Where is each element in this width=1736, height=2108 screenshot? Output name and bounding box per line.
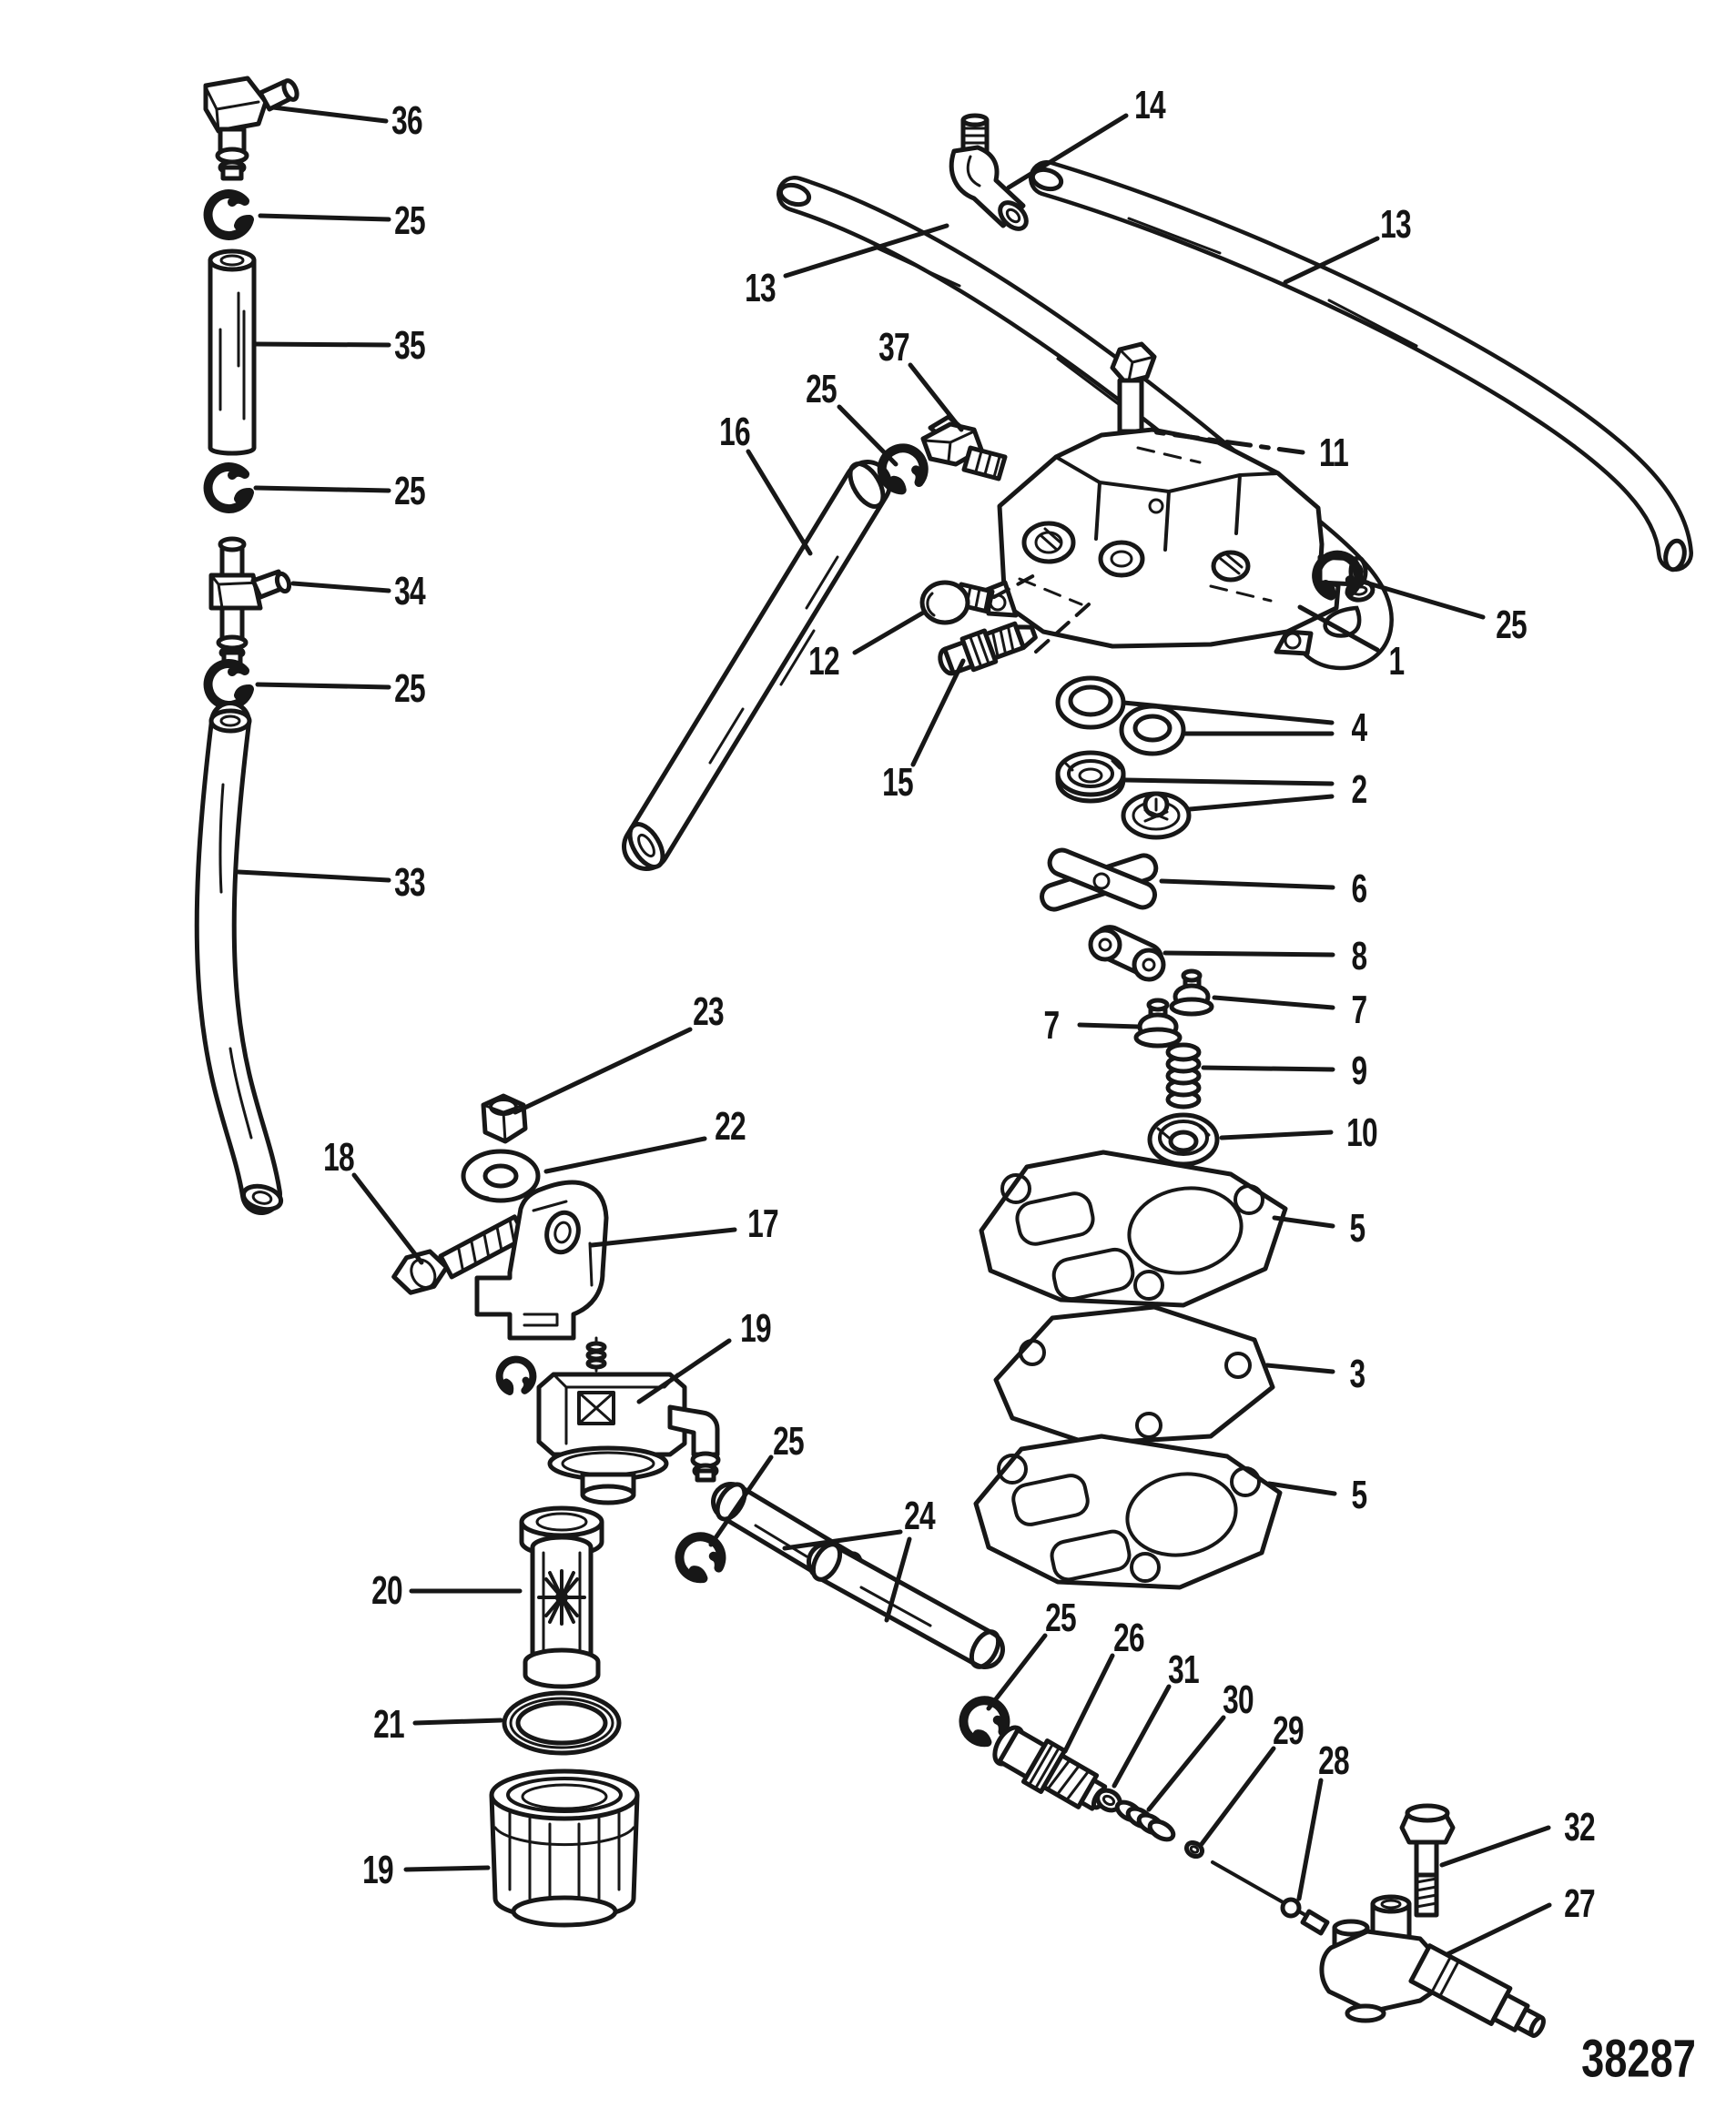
leader-line-33-6 — [239, 872, 389, 880]
leader-line-8-21 — [1165, 953, 1333, 955]
leader-line-3-27 — [1267, 1365, 1333, 1372]
hose-clamp-25f — [674, 1531, 727, 1584]
link-lever-8 — [1089, 922, 1166, 980]
diaphragm-3 — [996, 1307, 1273, 1444]
leader-line-16-12 — [748, 451, 810, 553]
callout-25-5: 25 — [394, 666, 425, 711]
leader-line-10-25 — [1222, 1132, 1331, 1138]
leader-line-19-37 — [406, 1868, 488, 1870]
callout-34-4: 34 — [394, 569, 425, 613]
o-ring-21 — [504, 1693, 619, 1753]
spring-9 — [1168, 1045, 1199, 1107]
spring-30 — [1114, 1799, 1176, 1843]
leader-line-32-45 — [1442, 1828, 1548, 1865]
drawing-number: 38287 — [1581, 2029, 1696, 2089]
callout-29-43: 29 — [1273, 1708, 1304, 1753]
leader-line-15-15 — [913, 661, 963, 765]
callout-28-44: 28 — [1318, 1738, 1349, 1783]
leader-line-37-10 — [910, 365, 961, 430]
gasket-5-lower — [976, 1436, 1280, 1587]
leader-line-26-40 — [1065, 1656, 1112, 1751]
callout-12-14: 12 — [808, 639, 839, 684]
fitting-37 — [923, 417, 1005, 479]
bracket-17 — [477, 1182, 606, 1338]
callout-13-9: 13 — [1380, 202, 1411, 247]
needle-pin-28 — [1213, 1862, 1327, 1933]
leader-line-7-22 — [1214, 998, 1333, 1008]
tee-fitting-34 — [211, 539, 291, 664]
elbow-fitting-36 — [206, 78, 299, 178]
callout-27-46: 27 — [1564, 1881, 1595, 1926]
leader-line-28-44 — [1299, 1780, 1321, 1899]
filter-element-20 — [522, 1508, 602, 1687]
callout-23-29: 23 — [693, 989, 724, 1034]
leader-line-6-20 — [1162, 881, 1333, 887]
callout-2-19: 2 — [1351, 767, 1367, 812]
callout-26-40: 26 — [1113, 1616, 1144, 1660]
filter-bowl-19 — [492, 1771, 637, 1925]
callout-3-27: 3 — [1349, 1352, 1365, 1396]
callout-8-21: 8 — [1351, 934, 1367, 978]
leader-line-17-32 — [592, 1230, 735, 1245]
leader-line-25-11 — [839, 407, 896, 464]
leader-line-12-14 — [855, 612, 925, 653]
fuel-hose-33 — [211, 711, 283, 1213]
callout-1-16: 1 — [1388, 639, 1405, 684]
callout-21-36: 21 — [373, 1702, 404, 1747]
leader-line-25-5 — [258, 684, 389, 687]
callout-13-8: 13 — [745, 266, 776, 310]
valve-cup-2a — [1058, 753, 1123, 801]
callout-7-22: 7 — [1351, 988, 1367, 1032]
leader-line-27-46 — [1447, 1905, 1549, 1954]
washer-22 — [463, 1151, 538, 1201]
callout-25-1: 25 — [394, 198, 425, 243]
callout-25-39: 25 — [1045, 1596, 1076, 1640]
callout-25-34: 25 — [773, 1419, 804, 1464]
fuel-pump-assembly-19 — [497, 1338, 718, 1503]
callout-4-18: 4 — [1351, 705, 1367, 750]
callout-19-37: 19 — [362, 1848, 393, 1892]
leader-line-36-0 — [273, 107, 386, 121]
leader-line-34-4 — [293, 583, 389, 591]
seal-ring-4b — [1122, 706, 1183, 754]
leader-line-23-29 — [515, 1029, 690, 1112]
callout-32-45: 32 — [1564, 1805, 1595, 1850]
callout-7-23: 7 — [1043, 1003, 1060, 1048]
bolt-32 — [1402, 1806, 1453, 1915]
callout-24-38: 24 — [904, 1494, 935, 1538]
callout-31-41: 31 — [1168, 1647, 1199, 1692]
leader-line-25-1 — [260, 216, 389, 219]
plug-12 — [922, 583, 992, 623]
callout-19-33: 19 — [740, 1306, 771, 1351]
check-valve-7-right — [1172, 971, 1212, 1014]
leader-line-2-19 — [1190, 796, 1332, 809]
callout-35-2: 35 — [394, 323, 425, 368]
leader-line-2-19 — [1126, 780, 1332, 784]
check-valve-disc-2b — [1123, 794, 1189, 837]
leader-line-21-36 — [415, 1720, 501, 1723]
callout-14-7: 14 — [1134, 83, 1165, 127]
nut-23 — [483, 1096, 525, 1141]
leader-line-29-43 — [1202, 1748, 1274, 1844]
callout-25-11: 25 — [806, 367, 837, 411]
leader-line-35-2 — [256, 344, 389, 345]
callout-9-24: 9 — [1351, 1049, 1367, 1093]
callout-33-6: 33 — [394, 860, 425, 905]
callout-17-32: 17 — [747, 1201, 778, 1246]
seal-10 — [1150, 1115, 1217, 1164]
seal-ring-4a — [1058, 678, 1123, 727]
callout-16-12: 16 — [719, 410, 750, 454]
callout-22-30: 22 — [715, 1104, 746, 1149]
callout-25-17: 25 — [1496, 603, 1527, 647]
leader-line-18-31 — [354, 1175, 421, 1262]
hose-clamp-25c — [208, 664, 249, 705]
fuel-line-16 — [624, 459, 890, 873]
fuel-pump-body-1 — [987, 430, 1365, 654]
callout-15-15: 15 — [882, 760, 913, 805]
leader-line-31-41 — [1114, 1687, 1169, 1786]
hose-clamp-25b — [208, 467, 249, 509]
callout-37-10: 37 — [878, 325, 909, 370]
gasket-5-upper — [981, 1152, 1285, 1305]
callout-5-28: 5 — [1351, 1473, 1367, 1517]
callout-25-3: 25 — [394, 469, 425, 513]
hose-clamp-25a — [208, 194, 249, 236]
elbow-fitting-14 — [951, 116, 1031, 234]
leader-line-30-42 — [1149, 1718, 1223, 1809]
callout-5-26: 5 — [1349, 1206, 1365, 1251]
leader-line-7-23 — [1080, 1025, 1138, 1027]
fitting-15 — [936, 615, 1039, 679]
leader-line-22-30 — [546, 1139, 705, 1171]
callout-20-35: 20 — [371, 1568, 402, 1613]
callout-6-20: 6 — [1351, 867, 1367, 911]
callout-11-13: 11 — [1318, 431, 1349, 475]
leader-line-25-3 — [256, 488, 389, 491]
fuel-line-35 — [210, 251, 254, 453]
callout-18-31: 18 — [323, 1135, 354, 1180]
callout-36-0: 36 — [391, 98, 422, 143]
leader-line-9-24 — [1203, 1068, 1333, 1069]
callout-30-42: 30 — [1223, 1677, 1254, 1722]
callout-10-25: 10 — [1346, 1110, 1377, 1155]
connector-fitting-26 — [988, 1719, 1116, 1821]
rocker-arm-6 — [1039, 846, 1159, 912]
